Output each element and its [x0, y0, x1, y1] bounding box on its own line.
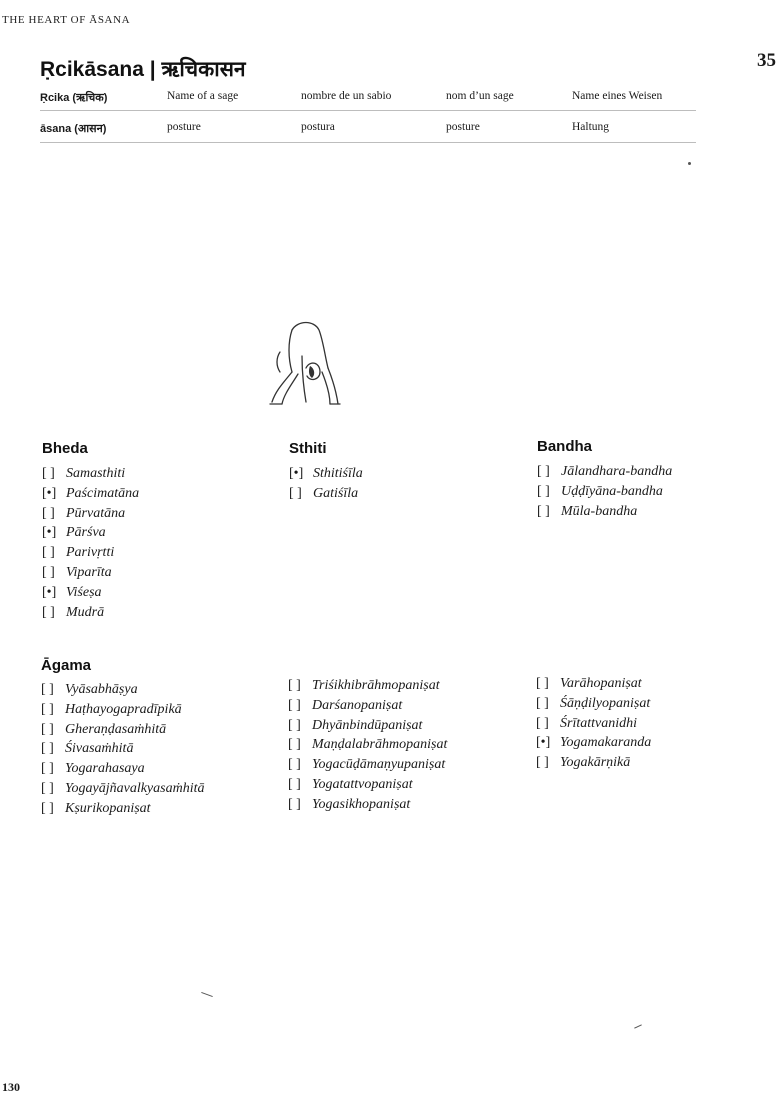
pose-illustration	[262, 316, 346, 410]
item-label: Parivṛtti	[66, 545, 115, 561]
checkbox-mark: [ ]	[537, 483, 550, 499]
list-item	[536, 733, 651, 753]
checkbox-mark: [ ]	[288, 757, 301, 773]
item-label: Śivasaṁhitā	[65, 741, 134, 757]
list-item	[289, 484, 363, 504]
item-label: Jālandhara-bandha	[561, 464, 673, 479]
list-item	[537, 482, 672, 502]
checkbox-mark: [ ]	[41, 682, 54, 697]
list-item	[42, 484, 139, 504]
list-item	[289, 464, 363, 484]
french-cell: posture	[446, 121, 480, 133]
item-label: Uḍḍīyāna-bandha	[561, 483, 663, 499]
list-item	[288, 755, 447, 775]
item-label: Viparīta	[66, 564, 112, 580]
bandha-heading: Bandha	[537, 438, 593, 455]
list-item	[42, 464, 139, 484]
scan-speck	[201, 992, 213, 997]
checkbox-mark: [ ]	[41, 721, 54, 737]
item-label: Yogamakaranda	[560, 735, 652, 751]
checkbox-mark: [ ]	[42, 545, 55, 561]
checkbox-mark: [ ]	[42, 604, 55, 620]
item-label: Śrītattvanidhi	[560, 715, 637, 731]
translation-row	[40, 117, 696, 141]
list-item	[42, 504, 139, 524]
list-item	[41, 700, 204, 720]
back-line	[292, 323, 328, 369]
arm-line	[302, 356, 306, 402]
page-number-top: 35	[757, 50, 776, 71]
list-item	[537, 502, 672, 522]
agama-list-col2	[288, 676, 447, 815]
list-item	[536, 753, 651, 773]
item-label: Sthitiśīla	[313, 466, 363, 481]
list-item	[42, 523, 139, 543]
front-torso-line	[289, 330, 292, 372]
german-cell: Name eines Weisen	[572, 90, 663, 102]
checkbox-mark: [•]	[536, 735, 551, 751]
checkbox-mark: [ ]	[41, 780, 54, 796]
item-label: Vyāsabhāṣya	[65, 682, 138, 697]
list-item	[41, 739, 204, 759]
item-label: Paścimatāna	[66, 485, 140, 501]
agama-list-col3	[536, 674, 651, 773]
checkbox-mark: [ ]	[289, 485, 302, 501]
list-item	[42, 603, 139, 623]
item-label: Yogakārṇikā	[560, 755, 631, 771]
list-item	[537, 462, 672, 482]
bheda-list	[42, 464, 139, 622]
front-leg	[272, 372, 292, 402]
item-label: Gheraṇḍasaṁhitā	[65, 721, 167, 737]
item-label: Haṭhayogapradīpikā	[65, 701, 182, 717]
list-item	[41, 799, 204, 819]
scan-speck	[634, 1024, 642, 1028]
list-item	[536, 714, 651, 734]
sthiti-heading: Sthiti	[289, 440, 327, 457]
list-item	[288, 775, 447, 795]
list-item	[41, 720, 204, 740]
checkbox-mark: [ ]	[288, 776, 301, 792]
spanish-cell: postura	[301, 121, 335, 133]
scan-speck	[688, 162, 691, 165]
checkbox-mark: [ ]	[41, 800, 54, 816]
bheda-heading: Bheda	[42, 440, 88, 457]
list-item	[41, 779, 204, 799]
item-label: Yogasikhopaniṣat	[312, 796, 411, 812]
list-item	[42, 543, 139, 563]
checkbox-mark: [ ]	[537, 503, 550, 519]
checkbox-mark: [ ]	[41, 761, 54, 777]
item-label: Yogacūḍāmaṇyupaniṣat	[312, 757, 446, 773]
item-label: Viśeṣa	[66, 584, 102, 600]
item-label: Yogayājñavalkyasaṁhitā	[65, 780, 205, 796]
item-label: Gatiśīla	[313, 485, 359, 501]
spanish-cell: nombre de un sabio	[301, 90, 392, 102]
english-cell: posture	[167, 121, 201, 133]
item-label: Mūla-bandha	[561, 503, 638, 519]
item-label: Pūrvatāna	[66, 505, 126, 521]
bandha-list	[537, 462, 672, 521]
sthiti-list	[289, 464, 363, 504]
list-item	[288, 696, 447, 716]
item-label: Yogarahasaya	[65, 761, 145, 777]
english-cell: Name of a sage	[167, 90, 239, 102]
list-item	[536, 694, 651, 714]
item-label: Darśanopaniṣat	[312, 697, 403, 713]
table-divider	[40, 110, 696, 111]
page-title: Ṛcikāsana | ऋचिकासन	[40, 58, 246, 81]
list-item	[41, 759, 204, 779]
checkbox-mark: [•]	[42, 584, 57, 600]
front-leg-inner	[282, 374, 298, 404]
item-label: Yogatattvopaniṣat	[312, 776, 413, 792]
translation-row	[40, 86, 696, 110]
german-cell: Haltung	[572, 121, 610, 133]
checkbox-mark: [ ]	[536, 695, 549, 711]
item-label: Varāhopaniṣat	[560, 676, 642, 691]
checkbox-mark: [ ]	[42, 466, 55, 481]
checkbox-mark: [ ]	[288, 737, 301, 753]
french-cell: nom d’un sage	[446, 90, 514, 102]
checkbox-mark: [ ]	[288, 796, 301, 812]
list-item	[288, 716, 447, 736]
checkbox-mark: [•]	[289, 466, 304, 481]
item-label: Dhyānbindūpaniṣat	[312, 717, 423, 733]
list-item	[288, 735, 447, 755]
item-label: Mudrā	[66, 604, 105, 620]
checkbox-mark: [ ]	[42, 564, 55, 580]
item-label: Triśikhibrāhmopaniṣat	[312, 678, 440, 693]
checkbox-mark: [ ]	[537, 464, 550, 479]
checkbox-mark: [ ]	[536, 715, 549, 731]
list-item	[42, 563, 139, 583]
item-label: Maṇḍalabrāhmopaniṣat	[312, 737, 448, 753]
checkbox-mark: [ ]	[41, 741, 54, 757]
running-head: THE HEART OF ĀSANA	[2, 14, 131, 26]
checkbox-mark: [ ]	[536, 755, 549, 771]
list-item	[536, 674, 651, 694]
term-cell: Ṛcika (ऋचिक)	[40, 92, 108, 104]
item-label: Pārśva	[66, 525, 106, 541]
hair-shape	[309, 366, 314, 378]
checkbox-mark: [ ]	[288, 678, 301, 693]
list-item	[42, 583, 139, 603]
arm-back-line	[277, 352, 280, 372]
page-number-bottom: 130	[2, 1080, 20, 1094]
table-divider	[40, 142, 696, 143]
checkbox-mark: [ ]	[288, 717, 301, 733]
list-item	[288, 795, 447, 815]
checkbox-mark: [•]	[42, 485, 57, 501]
agama-list-col1	[41, 680, 204, 819]
checkbox-mark: [•]	[42, 525, 57, 541]
checkbox-mark: [ ]	[42, 505, 55, 521]
item-label: Kṣurikopaniṣat	[65, 800, 151, 816]
term-cell: āsana (आसन)	[40, 123, 107, 135]
rear-leg-inner	[322, 372, 330, 404]
agama-heading: Āgama	[41, 657, 92, 674]
item-label: Samasthiti	[66, 466, 126, 481]
list-item	[288, 676, 447, 696]
checkbox-mark: [ ]	[536, 676, 549, 691]
checkbox-mark: [ ]	[41, 701, 54, 717]
checkbox-mark: [ ]	[288, 697, 301, 713]
item-label: Śāṇḍilyopaniṣat	[560, 695, 651, 711]
list-item	[41, 680, 204, 700]
